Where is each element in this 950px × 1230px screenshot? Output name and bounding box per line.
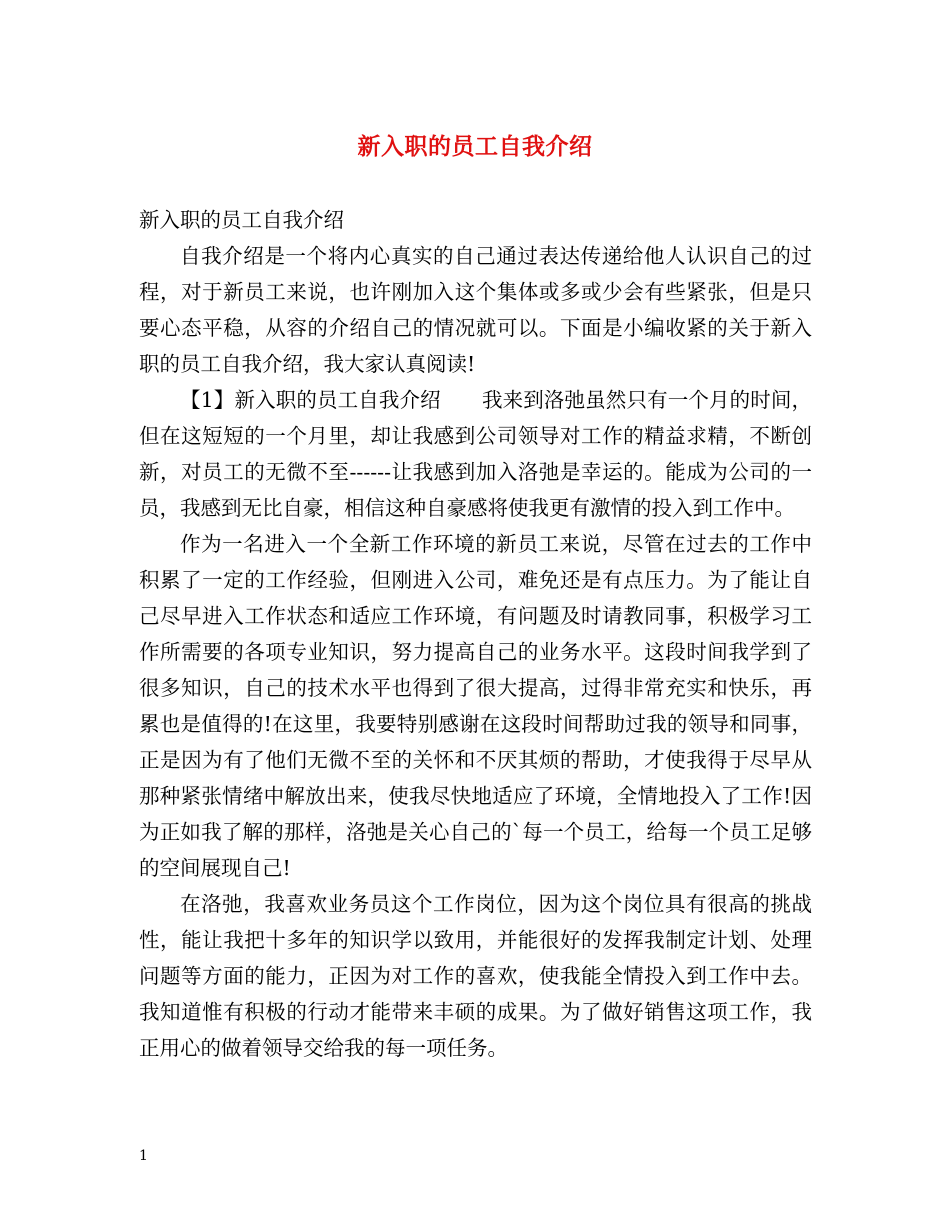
page-number: 1 — [139, 1148, 148, 1164]
body-heading: 新入职的员工自我介绍 — [139, 208, 344, 232]
body-paragraph-1: 【1】新入职的员工自我介绍 我来到洛弛虽然只有一个月的时间，但在这短短的一个月里，却让我感到公司领导对工作的精益求精，不断创新，对员工的无微不至------让我感到加入洛弛是幸运的。能成为公司的一员，我感到无比自豪，相信这种自豪感将使我更有激情的投入到工作中。 — [139, 388, 812, 520]
body-paragraph-2: 作为一名进入一个全新工作环境的新员工来说，尽管在过去的工作中积累了一定的工作经验，但刚进入公司，难免还是有点压力。为了能让自己尽早进入工作状态和适应工作环境，有问题及时请教同事，积极学习工作所需要的各项专业知识，努力提高自己的业务水平。这段时间我学到了很多知识，自己的技术水平也得到了很大提高，过得非常充实和快乐，再累也是值得的!在这里，我要特别感谢在这段时间帮助过我的领导和同事，正是因为有了他们无微不至的关怀和不厌其烦的帮助，才使我得于尽早从那种紧张情绪中解放出来，使我尽快地适应了环境，全情地投入了工作!因为正如我了解的那样，洛弛是关心自己的`每一个员工，给每一个员工足够的空间展现自己! — [139, 532, 812, 880]
document-body — [139, 202, 812, 1066]
document-title: 新入职的员工自我介绍 — [357, 133, 593, 160]
body-paragraph-3: 在洛弛，我喜欢业务员这个工作岗位，因为这个岗位具有很高的挑战性，能让我把十多年的知识学以致用，并能很好的发挥我制定计划、处理问题等方面的能力，正因为对工作的喜欢，使我能全情投入到工作中去。我知道惟有积极的行动才能带来丰硕的成果。为了做好销售这项工作，我正用心的做着领导交给我的每一项任务。 — [139, 892, 812, 1060]
intro-paragraph: 自我介绍是一个将内心真实的自己通过表达传递给他人认识自己的过程，对于新员工来说，也许刚加入这个集体或多或少会有些紧张，但是只要心态平稳，从容的介绍自己的情况就可以。下面是小编收紧的关于新入职的员工自我介绍，我大家认真阅读! — [139, 244, 812, 376]
